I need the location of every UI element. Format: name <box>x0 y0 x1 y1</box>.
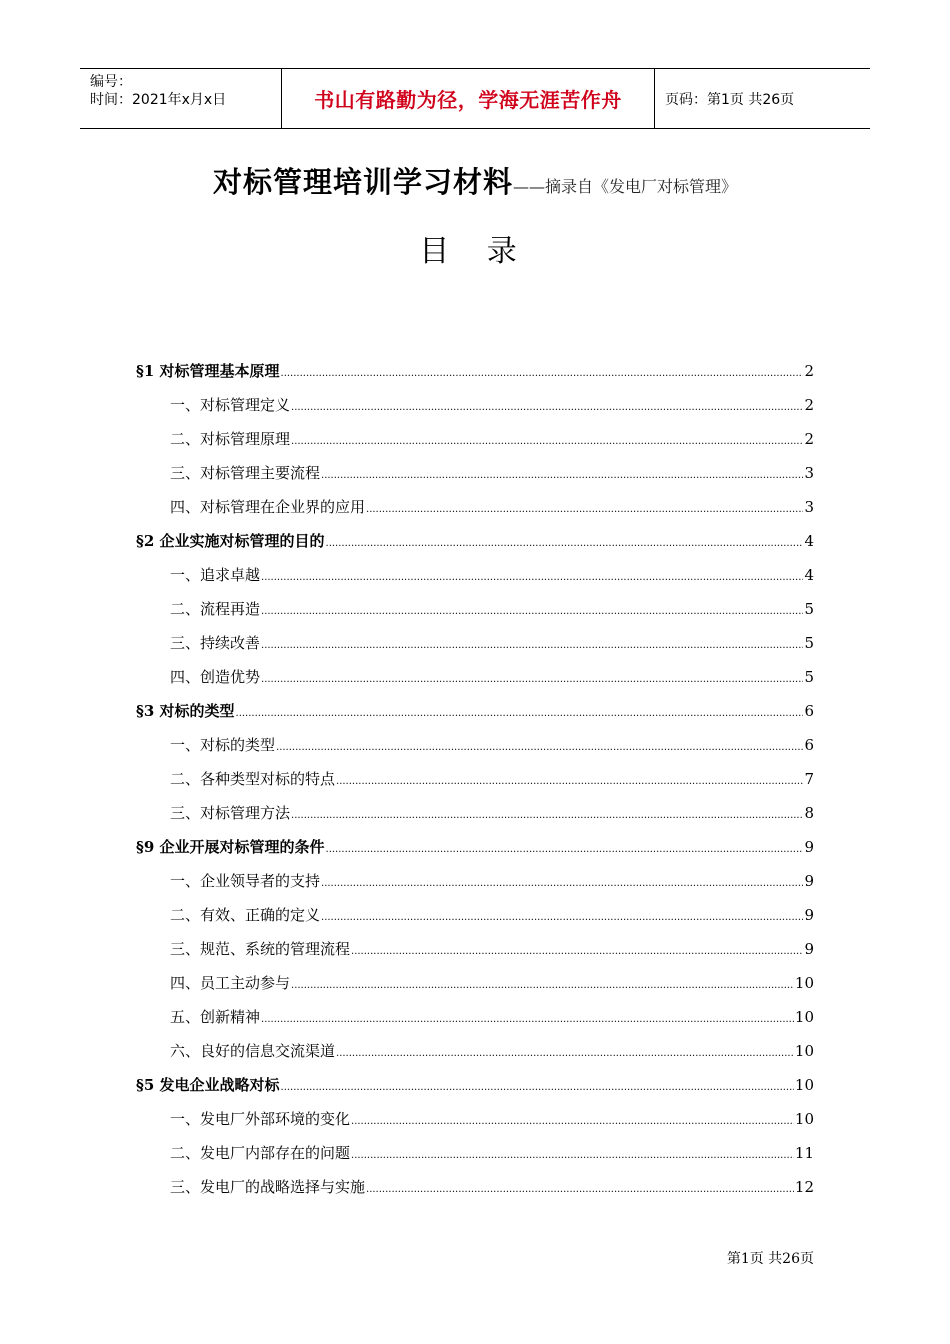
header-page-info: 页码：第1页 共26页 <box>665 91 795 108</box>
toc-subsection-entry[interactable] <box>136 598 814 632</box>
toc-subsection-entry[interactable] <box>136 1108 814 1142</box>
toc-dot-leader <box>326 538 804 549</box>
toc-entry-page-number: 3 <box>804 464 814 482</box>
toc-entry-label: §3 对标的类型 <box>136 702 235 720</box>
toc-entry-label: 六、良好的信息交流渠道 <box>170 1042 336 1060</box>
document-title-main: 对标管理培训学习材料 <box>212 165 513 199</box>
toc-subsection-entry[interactable] <box>136 564 814 598</box>
toc-subsection-entry[interactable] <box>136 462 814 496</box>
document-number-label: 编号： <box>90 74 132 90</box>
toc-dot-leader <box>291 980 794 991</box>
toc-entry-page-number: 2 <box>804 430 814 448</box>
toc-dot-leader <box>261 572 803 583</box>
toc-entry-page-number: 3 <box>804 498 814 516</box>
toc-subsection-entry[interactable] <box>136 734 814 768</box>
toc-entry-page-number: 8 <box>804 804 814 822</box>
toc-entry-label: 二、对标管理原理 <box>170 430 291 448</box>
toc-entry-label: 一、企业领导者的支持 <box>170 872 321 890</box>
toc-subsection-entry[interactable] <box>136 1176 814 1210</box>
page-footer: 第1页 共26页 <box>726 1251 814 1267</box>
toc-subsection-entry[interactable] <box>136 1142 814 1176</box>
toc-entry-page-number: 10 <box>794 974 814 992</box>
toc-subsection-entry[interactable] <box>136 632 814 666</box>
toc-entry-label: 二、流程再造 <box>170 600 261 618</box>
toc-entry-page-number: 10 <box>794 1110 814 1128</box>
toc-subsection-entry[interactable] <box>136 972 814 1006</box>
toc-entry-label: 二、各种类型对标的特点 <box>170 770 336 788</box>
toc-subsection-entry[interactable] <box>136 1006 814 1040</box>
toc-subsection-entry[interactable] <box>136 394 814 428</box>
document-title-sub: ——摘录自《发电厂对标管理》 <box>513 177 738 196</box>
toc-entry-label: 三、持续改善 <box>170 634 261 652</box>
toc-entry-label: 四、对标管理在企业界的应用 <box>170 498 366 516</box>
toc-dot-leader <box>321 878 803 889</box>
toc-dot-leader <box>321 470 803 481</box>
toc-section-entry[interactable] <box>136 836 814 870</box>
toc-entry-page-number: 10 <box>794 1076 814 1094</box>
toc-subsection-entry[interactable] <box>136 802 814 836</box>
toc-dot-leader <box>261 674 803 685</box>
toc-entry-page-number: 9 <box>804 872 814 890</box>
toc-entry-label: §1 对标管理基本原理 <box>136 362 280 380</box>
toc-entry-page-number: 5 <box>804 668 814 686</box>
document-time-label: 时间：2021年x月x日 <box>90 92 227 108</box>
toc-dot-leader <box>236 708 804 719</box>
toc-entry-page-number: 6 <box>804 736 814 754</box>
toc-dot-leader <box>281 368 804 379</box>
toc-entry-label: §5 发电企业战略对标 <box>136 1076 280 1094</box>
toc-entry-page-number: 5 <box>804 634 814 652</box>
toc-subsection-entry[interactable] <box>136 496 814 530</box>
toc-entry-label: 三、发电厂的战略选择与实施 <box>170 1178 366 1196</box>
toc-entry-page-number: 9 <box>804 940 814 958</box>
toc-entry-page-number: 4 <box>804 532 814 550</box>
toc-entry-page-number: 10 <box>794 1008 814 1026</box>
toc-dot-leader <box>366 504 803 515</box>
toc-heading: 目 录 <box>419 234 531 269</box>
toc-entry-page-number: 7 <box>804 770 814 788</box>
toc-dot-leader <box>291 810 803 821</box>
toc-entry-label: 三、对标管理主要流程 <box>170 464 321 482</box>
toc-dot-leader <box>281 1082 794 1093</box>
toc-subsection-entry[interactable] <box>136 768 814 802</box>
toc-subsection-entry[interactable] <box>136 1040 814 1074</box>
toc-entry-label: 一、发电厂外部环境的变化 <box>170 1110 351 1128</box>
toc-subsection-entry[interactable] <box>136 870 814 904</box>
toc-dot-leader <box>351 946 803 957</box>
header-motto: 书山有路勤为径，学海无涯苦作舟 <box>282 69 655 128</box>
toc-dot-leader <box>261 606 803 617</box>
toc-entry-page-number: 4 <box>804 566 814 584</box>
table-of-contents <box>136 360 814 1210</box>
toc-section-entry[interactable] <box>136 530 814 564</box>
toc-entry-label: 一、对标的类型 <box>170 736 276 754</box>
toc-dot-leader <box>336 1048 794 1059</box>
toc-dot-leader <box>351 1150 794 1161</box>
toc-entry-label: 一、对标管理定义 <box>170 396 291 414</box>
toc-entry-label: 三、对标管理方法 <box>170 804 291 822</box>
toc-dot-leader <box>321 912 803 923</box>
toc-dot-leader <box>336 776 803 787</box>
toc-entry-page-number: 2 <box>804 396 814 414</box>
toc-entry-label: 一、追求卓越 <box>170 566 261 584</box>
toc-entry-label: §9 企业开展对标管理的条件 <box>136 838 325 856</box>
document-title <box>0 160 950 201</box>
toc-section-entry[interactable] <box>136 700 814 734</box>
toc-entry-page-number: 10 <box>794 1042 814 1060</box>
toc-entry-label: 二、有效、正确的定义 <box>170 906 321 924</box>
toc-section-entry[interactable] <box>136 360 814 394</box>
toc-dot-leader <box>326 844 804 855</box>
header-meta-cell <box>80 69 282 128</box>
toc-entry-label: 五、创新精神 <box>170 1008 261 1026</box>
toc-entry-page-number: 5 <box>804 600 814 618</box>
toc-entry-label: 三、规范、系统的管理流程 <box>170 940 351 958</box>
toc-dot-leader <box>261 640 803 651</box>
toc-dot-leader <box>276 742 803 753</box>
toc-section-entry[interactable] <box>136 1074 814 1108</box>
toc-entry-label: 二、发电厂内部存在的问题 <box>170 1144 351 1162</box>
toc-dot-leader <box>351 1116 794 1127</box>
toc-entry-label: §2 企业实施对标管理的目的 <box>136 532 325 550</box>
toc-dot-leader <box>261 1014 794 1025</box>
toc-entry-page-number: 12 <box>794 1178 814 1196</box>
toc-entry-page-number: 6 <box>804 702 814 720</box>
toc-dot-leader <box>291 402 803 413</box>
toc-entry-label: 四、员工主动参与 <box>170 974 291 992</box>
toc-entry-page-number: 11 <box>794 1144 814 1162</box>
toc-entry-label: 四、创造优势 <box>170 668 261 686</box>
toc-dot-leader <box>291 436 803 447</box>
toc-dot-leader <box>366 1184 794 1195</box>
toc-entry-page-number: 9 <box>804 906 814 924</box>
toc-subsection-entry[interactable] <box>136 666 814 700</box>
toc-subsection-entry[interactable] <box>136 938 814 972</box>
page-header <box>80 68 870 129</box>
toc-entry-page-number: 2 <box>804 362 814 380</box>
toc-entry-page-number: 9 <box>804 838 814 856</box>
toc-subsection-entry[interactable] <box>136 904 814 938</box>
toc-subsection-entry[interactable] <box>136 428 814 462</box>
